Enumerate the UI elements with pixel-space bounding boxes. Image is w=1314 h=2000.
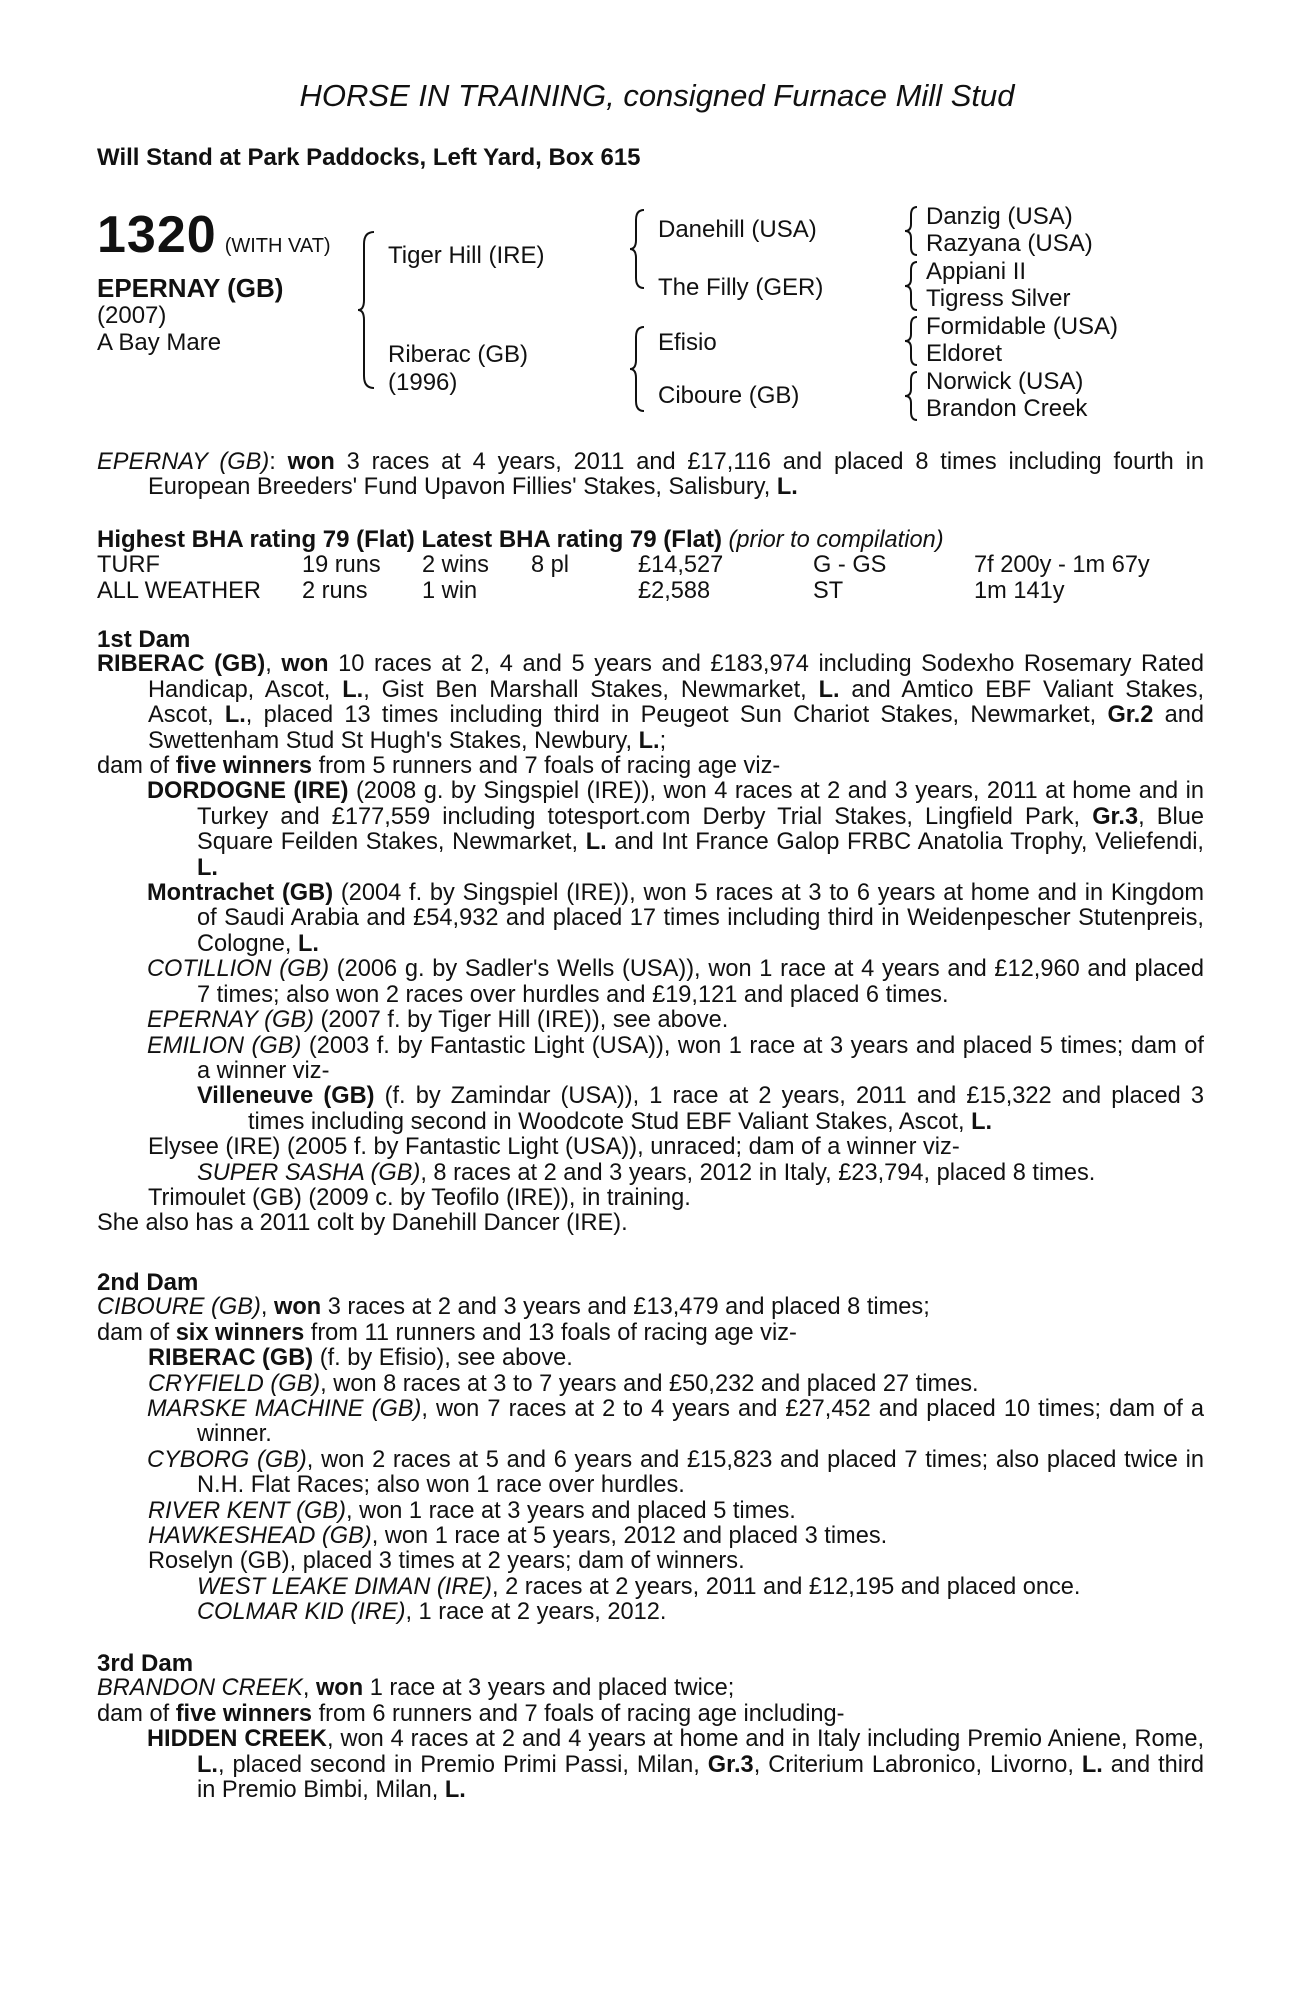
- horse-name: EPERNAY (GB): [97, 273, 284, 303]
- progeny-entry: Elysee (IRE) (2005 f. by Fantastic Light (USA)), unraced; dam of a winner viz-: [148, 1134, 960, 1161]
- progeny-entry: Roselyn (GB), placed 3 times at 2 years; dam of winners.: [148, 1548, 745, 1575]
- pedigree-brace-g1: [904, 205, 920, 257]
- pedigree-dam-sire: Efisio: [658, 329, 717, 356]
- pedigree-g6: Eldoret: [926, 340, 1003, 367]
- vat-note: (WITH VAT): [224, 235, 331, 257]
- progeny-entry: HAWKESHEAD (GB), won 1 race at 5 years, 2012 and placed 3 times.: [148, 1523, 888, 1550]
- pedigree-brace-g2: [904, 260, 920, 312]
- progeny-entry: COLMAR KID (IRE), 1 race at 2 years, 2012.: [197, 1599, 667, 1626]
- race-summary: EPERNAY (GB): won 3 races at 4 years, 2011 and £17,116 and placed 8 times including fourth in European Breeders' Fund Upavon Fillies' Stakes, Salisbury, L.: [97, 449, 1204, 501]
- second-dam-heading: 2nd Dam: [97, 1269, 199, 1296]
- progeny-entry: COTILLION (GB) (2006 g. by Sadler's Wells (USA)), won 1 race at 4 years and £12,960 and placed 7 times; also won 2 races over hurdles and £19,121 and placed 6 times.: [147, 956, 1205, 1008]
- progeny-entry: MARSKE MACHINE (GB), won 7 races at 2 to 4 years and £27,452 and placed 10 times; dam of a winner.: [147, 1396, 1204, 1448]
- progeny-entry: WEST LEAKE DIMAN (IRE), 2 races at 2 years, 2011 and £12,195 and placed once.: [197, 1573, 1081, 1600]
- progeny-entry: Villeneuve (GB) (f. by Zamindar (USA)), 1 race at 2 years, 2011 and £15,322 and placed 3 times including second in Woodcote Stud EBF Valiant Stakes, Ascot, L.: [197, 1083, 1204, 1135]
- progeny-entry: HIDDEN CREEK, won 4 races at 2 and 4 years at home and in Italy including Premio Aniene, Rome, L., placed second in Premio Primi Passi, Milan, Gr.3, Criterium Labronico, Livorno, L. and third in Premio Bimbi, Milan, L.: [147, 1726, 1205, 1804]
- horse-year: (2007): [97, 302, 167, 329]
- third-dam-heading: 3rd Dam: [97, 1650, 194, 1677]
- pedigree-g1: Danzig (USA): [926, 203, 1073, 230]
- second-dam-section: 2nd Dam CIBOURE (GB), won 3 races at 2 and 3 years and £13,479 and placed 8 times; dam of six winners from 11 runners and 13 foals of racing age viz- RIBERAC (GB) (f. by Efisio), see above. CRYFIELD (GB), won 8 races at 3 to 7 years and £50,232 and placed 27 times. MARSKE MACHINE (GB), won 7 races at 2 to 4 years and £27,452 and placed 10 times; dam of a winner. CYBORG (GB), won 2 races at 5 and 6 years and £15,823 and placed 7 times; also placed twice in N.H. Flat Races; also won 1 race over hurdles. RIVER KENT (GB), won 1 race at 3 years and placed 5 times. HAWKESHEAD (GB), won 1 race at 5 years, 2012 and placed 3 times. Roselyn (GB), placed 3 times at 2 years; dam of winners. WEST LEAKE DIMAN (IRE), 2 races at 2 years, 2011 and £12,195 and placed once. COLMAR KID (IRE), 1 race at 2 years, 2012.: [97, 1269, 1204, 1626]
- pedigree-g8: Brandon Creek: [926, 395, 1088, 422]
- pedigree-sire-sire: Danehill (USA): [658, 216, 817, 243]
- horse-description: A Bay Mare: [97, 329, 222, 356]
- progeny-entry: DORDOGNE (IRE) (2008 g. by Singspiel (IRE)), won 4 races at 2 and 3 years, 2011 at home and in Turkey and £177,559 including totesport.com Derby Trial Stakes, Lingfield Park, Gr.3, Blue Square Feilden Stakes, Newmarket, L. and Int France Galop FRBC Anatolia Trophy, Veliefendi, L.: [147, 778, 1204, 881]
- pedigree-g2: Razyana (USA): [926, 230, 1093, 257]
- pedigree-dam-year: (1996): [388, 369, 458, 396]
- pedigree-g3: Appiani II: [926, 258, 1027, 285]
- pedigree-g5: Formidable (USA): [926, 313, 1119, 340]
- pedigree-sire-dam: The Filly (GER): [658, 274, 824, 301]
- also-note: She also has a 2011 colt by Danehill Dancer (IRE).: [97, 1210, 628, 1237]
- progeny-entry: EMILION (GB) (2003 f. by Fantastic Light (USA)), won 1 race at 3 years and placed 5 times; dam of a winner viz-: [147, 1032, 1204, 1084]
- pedigree-brace-g4: [904, 370, 920, 422]
- summary-name: EPERNAY (GB): [97, 449, 270, 475]
- progeny-entry: Trimoulet (GB) (2009 c. by Teofilo (IRE)), in training.: [148, 1184, 691, 1211]
- pedigree-brace-main: [358, 230, 378, 390]
- lot-number: 1320: [97, 206, 217, 264]
- pedigree-sire: Tiger Hill (IRE): [388, 242, 545, 269]
- first-dam-section: 1st Dam RIBERAC (GB), won 10 races at 2, 4 and 5 years and £183,974 including Sodexho Rosemary Rated Handicap, Ascot, L., Gist Ben Marshall Stakes, Newmarket, L. and Amtico EBF Valiant Stakes, Ascot, L., placed 13 times including third in Peugeot Sun Chariot Stakes, Newmarket, Gr.2 and Swettenham Stud St Hugh's Stakes, Newbury, L.; dam of five winners from 5 runners and 7 foals of racing age viz- DORDOGNE (IRE) (2008 g. by Singspiel (IRE)), won 4 races at 2 and 3 years, 2011 at home and in Turkey and £177,559 including totesport.com Derby Trial Stakes, Lingfield Park, Gr.3, Blue Square Feilden Stakes, Newmarket, L. and Int France Galop FRBC Anatolia Trophy, Veliefendi, L. Montrachet (GB) (2004 f. by Singspiel (IRE)), won 5 races at 3 to 6 years at home and in Kingdom of Saudi Arabia and £54,932 and placed 17 times including third in Weidenpescher Stutenpreis, Cologne, L. COTILLION (GB) (2006 g. by Sadler's Wells (USA)), won 1 race at 4 years and £12,960 and placed 7 times; also won 2 races over hurdles and £19,121 and placed 6 times. EPERNAY (GB) (2007 f. by Tiger Hill (IRE)), see above. EMILION (GB) (2003 f. by Fantastic Light (USA)), won 1 race at 3 years and placed 5 times; dam of a winner viz- Villeneuve (GB) (f. by Zamindar (USA)), 1 race at 2 years, 2011 and £15,322 and placed 3 times including second in Woodcote Stud EBF Valiant Stakes, Ascot, L. Elysee (IRE) (2005 f. by Fantastic Light (USA)), unraced; dam of a winner viz- SUPER SASHA (GB), 8 races at 2 and 3 years, 2012 in Italy, £23,794, placed 8 times. Trimoulet (GB) (2009 c. by Teofilo (IRE)), in training. She also has a 2011 colt by Danehill Dancer (IRE).: [97, 626, 1205, 1237]
- progeny-entry: Montrachet (GB) (2004 f. by Singspiel (IRE)), won 5 races at 3 to 6 years at home and in Kingdom of Saudi Arabia and £54,932 and placed 17 times including third in Weidenpescher Stutenpreis, Cologne, L.: [147, 880, 1205, 957]
- third-dam-section: 3rd Dam BRANDON CREEK, won 1 race at 3 years and placed twice; dam of five winners from 6 runners and 7 foals of racing age including- HIDDEN CREEK, won 4 races at 2 and 4 years at home and in Italy including Premio Aniene, Rome, L., placed second in Premio Primi Passi, Milan, Gr.3, Criterium Labronico, Livorno, L. and third in Premio Bimbi, Milan, L.: [97, 1650, 1205, 1804]
- page-title: HORSE IN TRAINING, consigned Furnace Mill Stud: [299, 78, 1015, 113]
- rating-heading: Highest BHA rating 79 (Flat) Latest BHA rating 79 (Flat) (prior to compilation): [97, 526, 944, 553]
- progeny-entry: SUPER SASHA (GB), 8 races at 2 and 3 years, 2012 in Italy, £23,794, placed 8 times.: [197, 1159, 1096, 1186]
- progeny-entry: EPERNAY (GB) (2007 f. by Tiger Hill (IRE)), see above.: [147, 1007, 729, 1034]
- progeny-entry: RIBERAC (GB) (f. by Efisio), see above.: [148, 1345, 573, 1372]
- catalogue-page: HORSE IN TRAINING, consigned Furnace Mill Stud Will Stand at Park Paddocks, Left Yard, Box 615 1320 (WITH VAT) EPERNAY (GB) (2007) A Bay Mare Tiger Hill (IRE) Riberac (GB) (1996) Danehill (USA) The Filly (GER) Efisio Ciboure (GB) Danzig (USA) Razyana (USA) Appiani II Tigress Silver Formidable (USA) Eldoret Norwick (USA) Brandon Creek EPERNAY (GB): won 3 races at 4 years, 2011 and £17,116 and placed 8 times including fourth in European Breeders' Fund Upavon Fillies' Stakes, Salisbury, L. Highest BHA rating 79 (Flat) Latest BHA rating 79 (Flat) (prior to compilation) TURF 19 runs 2 wins 8 pl £14,527 G - GS 7f 200y - 1m 67y ALL WEATHER 2 runs 1 win £2,588 ST 1m 141y 1st Dam RIBERAC (GB), won 10 races at 2, 4 and 5 years and £183,974 including Sodexho Rosemary Rated Handicap, Ascot, L., Gist Ben Marshall Stakes, Newmarket, L. and Amtico EBF Valiant Stakes, Ascot, L., placed 13 times including third in Peugeot Sun Chariot Stakes, Newmarket, Gr.2 and Swettenham Stud St Hugh's Stakes, Newbury, L.; dam of five winners from 5 runners and 7 foals of racing age viz- DORDOGNE (IRE) (2008 g. by Singspiel (IRE)), won 4 races at 2 and 3 years, 2011 at home and in Turkey and £177,559 including totesport.com Derby Trial Stakes, Lingfield Park, Gr.3, Blue Square Feilden Stakes, Newmarket, L. and Int France Galop FRBC Anatolia Trophy, Veliefendi, L. Montrachet (GB) (2004 f. by Singspiel (IRE)), won 5 races at 3 to 6 years at home and in Kingdom of Saudi Arabia and £54,932 and placed 17 times including third in Weidenpescher Stutenpreis, Cologne, L. COTILLION (GB) (2006 g. by Sadler's Wells (USA)), won 1 race at 4 years and £12,960 and placed 7 times; also won 2 races over hurdles and £19,121 and placed 6 times. EPERNAY (GB) (2007 f. by Tiger Hill (IRE)), see above. EMILION (GB) (2003 f. by Fantastic Light (USA)), won 1 race at 3 years and placed 5 times; dam of a winner viz- Villeneuve (GB) (f. by Zamindar (USA)), 1 race at 2 years, 2011 and £15,322 and placed 3 times including second in Woodcote Stud EBF Valiant Stakes, Ascot, L. Elysee (IRE) (2005 f. by Fantastic Light (USA)), unraced; dam of a winner viz- SUPER SASHA (GB), 8 races at 2 and 3 years, 2012 in Italy, £23,794, placed 8 times. Trimoulet (GB) (2009 c. by Teofilo (IRE)), in training. She also has a 2011 colt by Danehill Dancer (IRE). 2nd Dam CIBOURE (GB), won 3 races at 2 and 3 years and £13,479 and placed 8 times; dam of six winners from 11 runners and 13 foals of racing age viz- RIBERAC (GB) (f. by Efisio), see above. CRYFIELD (GB), won 8 races at 3 to 7 years and £50,232 and placed 27 times. MARSKE MACHINE (GB), won 7 races at 2 to 4 years and £27,452 and placed 10 times; dam of a winner. CYBORG (GB), won 2 races at 5 and 6 years and £15,823 and placed 7 times; also placed twice in N.H. Flat Races; also won 1 race over hurdles. RIVER KENT (GB), won 1 race at 3 years and placed 5 times. HAWKESHEAD (GB), won 1 race at 5 years, 2012 and placed 3 times. Roselyn (GB), placed 3 times at 2 years; dam of winners. WEST LEAKE DIMAN (IRE), 2 races at 2 years, 2011 and £12,195 and placed once. COLMAR KID (IRE), 1 race at 2 years, 2012. 3rd Dam BRANDON CREEK, won 1 race at 3 years and placed twice; dam of five winners from 6 runners and 7 foals of racing age including- HIDDEN CREEK, won 4 races at 2 and 4 years at home and in Italy including Premio Aniene, Rome, L., placed second in Premio Primi Passi, Milan, Gr.3, Criterium Labronico, Livorno, L. and third in Premio Bimbi, Milan, L.: [0, 0, 1314, 2000]
- lot-header: [97, 205, 331, 265]
- pedigree-g7: Norwick (USA): [926, 368, 1084, 395]
- stand-location: Will Stand at Park Paddocks, Left Yard, Box 615: [97, 144, 641, 171]
- progeny-entry: RIVER KENT (GB), won 1 race at 3 years and placed 5 times.: [148, 1497, 796, 1524]
- pedigree-dam-dam: Ciboure (GB): [658, 382, 800, 409]
- pedigree-brace-dam: [630, 325, 648, 413]
- pedigree-brace-sire: [630, 208, 648, 290]
- pedigree-g4: Tigress Silver: [926, 285, 1071, 312]
- first-dam-heading: 1st Dam: [97, 626, 191, 653]
- progeny-entry: CYBORG (GB), won 2 races at 5 and 6 years and £15,823 and placed 7 times; also placed twice in N.H. Flat Races; also won 1 race over hurdles.: [147, 1446, 1204, 1499]
- pedigree-dam: Riberac (GB): [388, 341, 529, 368]
- pedigree-brace-g3: [904, 315, 920, 367]
- progeny-entry: CRYFIELD (GB), won 8 races at 3 to 7 years and £50,232 and placed 27 times.: [148, 1370, 979, 1397]
